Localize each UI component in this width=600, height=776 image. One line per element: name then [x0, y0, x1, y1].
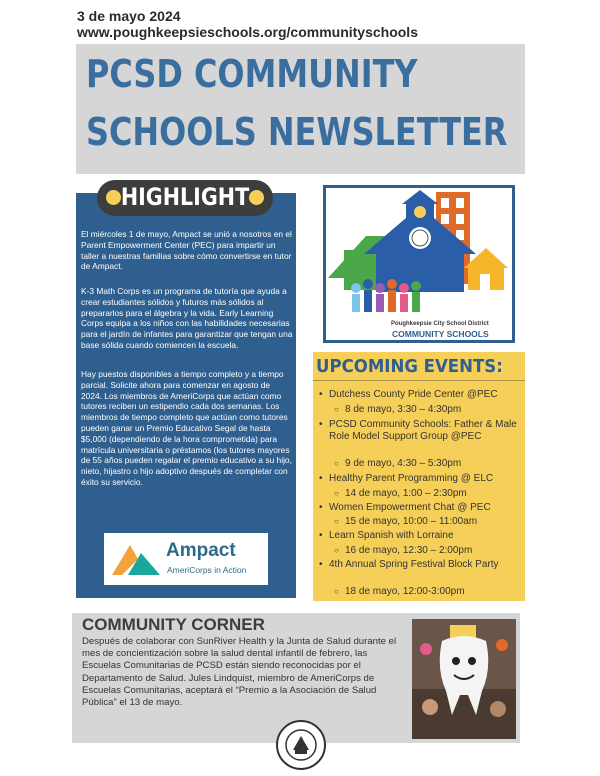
highlight-label: HIGHLIGHT: [120, 183, 250, 211]
event-item: • Dutchess County Pride Center @PEC: [329, 389, 525, 401]
events-title: UPCOMING EVENTS:: [316, 356, 503, 377]
logo-community-caption: COMMUNITY SCHOOLS: [392, 329, 489, 339]
school-building-icon: [326, 188, 512, 318]
logo-district-caption: Poughkeepsie City School District: [391, 321, 489, 327]
ampact-mark-icon: [108, 539, 164, 579]
tooth-mascot-icon: [412, 619, 516, 739]
event-time: ○ 15 de mayo, 10:00 – 11:00am: [345, 516, 477, 528]
event-time: ○ 9 de mayo, 4:30 – 5:30pm: [345, 458, 461, 470]
ampact-name: Ampact: [166, 540, 236, 561]
dot-icon: [249, 190, 264, 205]
district-seal-icon: [276, 720, 326, 770]
event-item: • Learn Spanish with Lorraine: [329, 530, 525, 542]
event-item: • Healthy Parent Programming @ ELC: [329, 473, 525, 485]
community-corner-text: Después de colaborar con SunRiver Health y la Junta de Salud durante el mes de concientización sobre la salud dental infantil de febrero, las Escuelas Comunitarias de PCSD están siendo reconocidas por el Departamento de Salud. Jules Lindquist, miembro de AmeriCorps de Escuelas Comunitarias, aceptará el “Premio a la Asociación de Salud Pública” el 13 de mayo.: [82, 636, 397, 709]
community-schools-logo: [323, 185, 515, 343]
title-banner: [76, 44, 525, 174]
highlight-paragraph: K-3 Math Corps es un programa de tutoría que ayuda a crear estudiantes sólidos y futuros más sólidos al prepararlos para el álgebra y la vida. Early Learning Corps equipa a los niños con las habilidades necesarias para el jardín de infantes para garantizar que tengan una base sólida cuando comiencen la escuela.: [81, 286, 293, 350]
event-time: ○ 18 de mayo, 12:00-3:00pm: [345, 586, 465, 598]
event-time: ○ 16 de mayo, 12:30 – 2:00pm: [345, 545, 472, 557]
tooth-mascot-photo: [412, 619, 516, 739]
events-divider: [313, 380, 525, 381]
district-seal: [276, 720, 326, 770]
newsletter-url[interactable]: www.poughkeepsieschools.org/communityschools: [77, 24, 418, 40]
community-corner-title: COMMUNITY CORNER: [82, 615, 265, 634]
event-item: • Women Empowerment Chat @ PEC: [329, 502, 525, 514]
event-time: ○ 8 de mayo, 3:30 – 4:30pm: [345, 404, 461, 416]
ampact-logo: [104, 533, 268, 585]
event-item: • PCSD Community Schools: Father & Male Role Model Support Group @PEC: [329, 419, 525, 443]
highlight-paragraph: El miércoles 1 de mayo, Ampact se unió a nosotros en el Parent Empowerment Center (PEC) para impartir un taller a nuestras familias sobre cómo convertirse en tutor de Ampact.: [81, 229, 292, 272]
event-item: • 4th Annual Spring Festival Block Party: [329, 559, 525, 571]
highlight-paragraph: Hay puestos disponibles a tiempo completo y a tiempo parcial. Solicite ahora para comenzar en agosto de 2024. Los miembros de AmeriCorps que actúan como tutores reciben un estipendio cada dos semanas. Los miembros de tiempo completo que actúan como tutores pueden ganar un Premio Educativo Segal de hasta $5,000 (dependiendo de la hora comprometida) para matrícula universitaria o préstamos (los tutores mayores de 55 años pueden regalar el premio educativo a su hijo, nieto, hijastro o hijo adoptivo después de completar con éxito su servicio.: [81, 369, 292, 487]
ampact-tagline: AmeriCorps in Action: [167, 565, 247, 575]
title-line-1: PCSD COMMUNITY: [86, 52, 418, 96]
event-time: ○ 14 de mayo, 1:00 – 2:30pm: [345, 488, 467, 500]
newsletter-date: 3 de mayo 2024: [77, 8, 181, 24]
highlight-badge: [97, 180, 273, 216]
title-line-2: SCHOOLS NEWSLETTER: [86, 110, 508, 154]
